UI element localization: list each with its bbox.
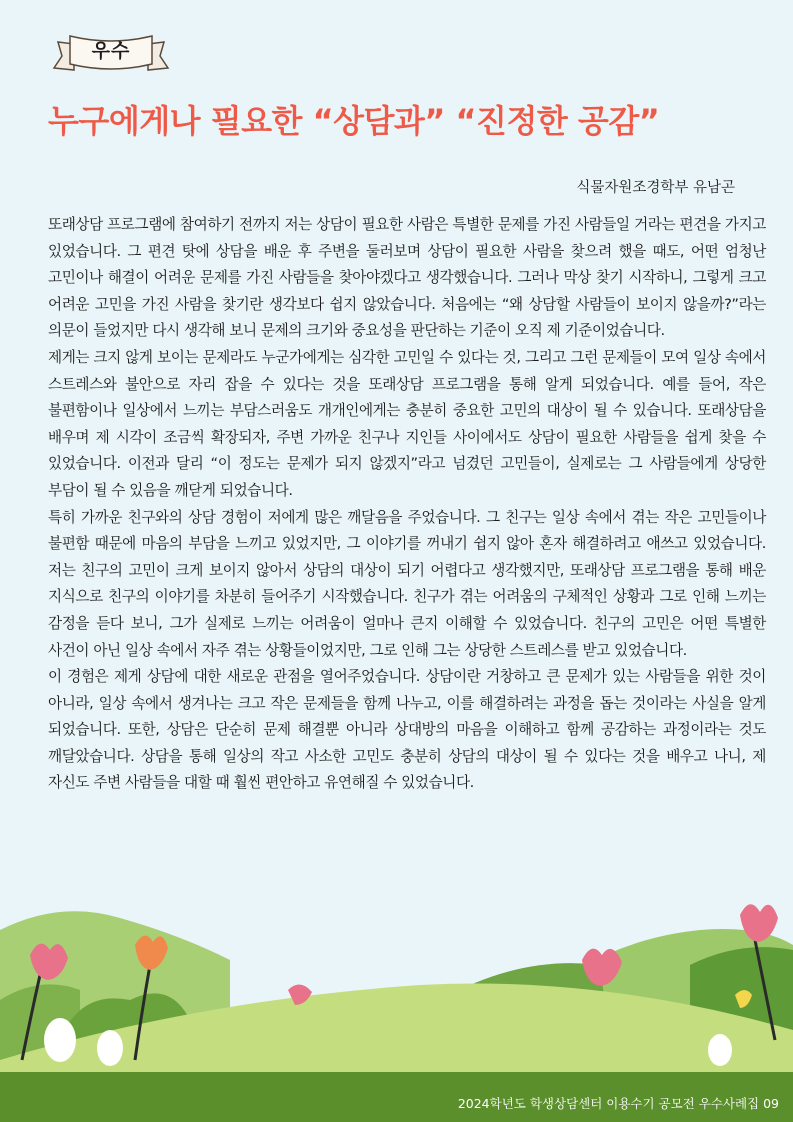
paragraph: 또래상담 프로그램에 참여하기 전까지 저는 상담이 필요한 사람은 특별한 문제를 가진 사람들일 거라는 편견을 가지고 있었습니다. 그 편견 탓에 상담을 배운 후 주변을 둘러보며 상담이 필요한 사람을 찾으려 했을 때도, 어떤 엄청난 고민이나 해결이 어려운 문제를 가진 사람들을 찾아야겠다고 생각했습니다. 그러나 막상 찾기 시작하니, 그렇게 크고 어려운 고민을 가진 사람을 찾기란 생각보다 쉽지 않았습니다. 처음에는 “왜 상담할 사람들이 보이지 않을까?”라는 의문이 들었지만 다시 생각해 보니 문제의 크기와 중요성을 판단하는 기준이 오직 제 기준이었습니다.	[48, 216, 766, 340]
paragraph: 제게는 크지 않게 보이는 문제라도 누군가에게는 심각한 고민일 수 있다는 것, 그리고 그런 문제들이 모여 일상 속에서 스트레스와 불안으로 자리 잡을 수 있다는 것을 또래상담 프로그램을 통해 알게 되었습니다. 예를 들어, 작은 불편함이나 일상에서 느끼는 부담스러움도 개개인에게는 충분히 중요한 고민의 대상이 될 수 있습니다. 또래상담을 배우며 제 시각이 조금씩 확장되자, 주변 가까운 친구나 지인들 사이에서도 상담이 필요한 사람들을 쉽게 찾을 수 있었습니다. 이전과 달리 “이 정도는 문제가 되지 않겠지”라고 넘겼던 고민들이, 실제로는 그 사람들에게 상당한 부담이 될 수 있음을 깨닫게 되었습니다.	[48, 348, 766, 499]
footer-text: 2024학년도 학생상담센터 이용수기 공모전 우수사례집 09	[457, 1096, 779, 1111]
paragraph: 이 경험은 제게 상담에 대한 새로운 관점을 열어주었습니다. 상담이란 거창하고 큰 문제가 있는 사람들을 위한 것이 아니라, 일상 속에서 생겨나는 크고 작은 문제들을 함께 나누고, 이를 해결하려는 과정을 돕는 것이라는 사실을 알게 되었습니다. 또한, 상담은 단순히 문제 해결뿐 아니라 상대방의 마음을 이해하고 함께 공감하는 과정이라는 것도 깨달았습니다. 상담을 통해 일상의 작고 사소한 고민도 충분히 상담의 대상이 될 수 있다는 것을 배우고 나니, 제 자신도 주변 사람들을 대할 때 훨씬 편안하고 유연해질 수 있었습니다.	[48, 668, 766, 792]
paragraph: 특히 가까운 친구와의 상담 경험이 저에게 많은 깨달음을 주었습니다. 그 친구는 일상 속에서 겪는 작은 고민들이나 불편함 때문에 마음의 부담을 느끼고 있었지만, 그 이야기를 꺼내기 쉽지 않아 혼자 해결하려고 애쓰고 있었습니다. 저는 친구의 고민이 크게 보이지 않아서 상담의 대상이 되기 어렵다고 생각했지만, 또래상담 프로그램을 통해 배운 지식으로 친구의 이야기를 차분히 들어주기 시작했습니다. 친구가 겪는 어려움의 구체적인 상황과 그로 인해 느끼는 감정을 듣다 보니, 그가 실제로 느끼는 어려움이 얼마나 큰지 이해할 수 있었습니다. 친구의 고민은 어떤 특별한 사건이 아닌 일상 속에서 자주 겪는 상황들이었지만, 그로 인해 그는 상당한 스트레스를 받고 있었습니다.	[48, 508, 766, 659]
badge-label: 우수	[91, 40, 131, 62]
essay-body	[48, 212, 766, 797]
page-title: 누구에게나 필요한 “상담과” “진정한 공감”	[48, 102, 660, 140]
footer-bar	[0, 1072, 793, 1122]
author-name: 식물자원조경학부 유남곤	[576, 180, 735, 196]
